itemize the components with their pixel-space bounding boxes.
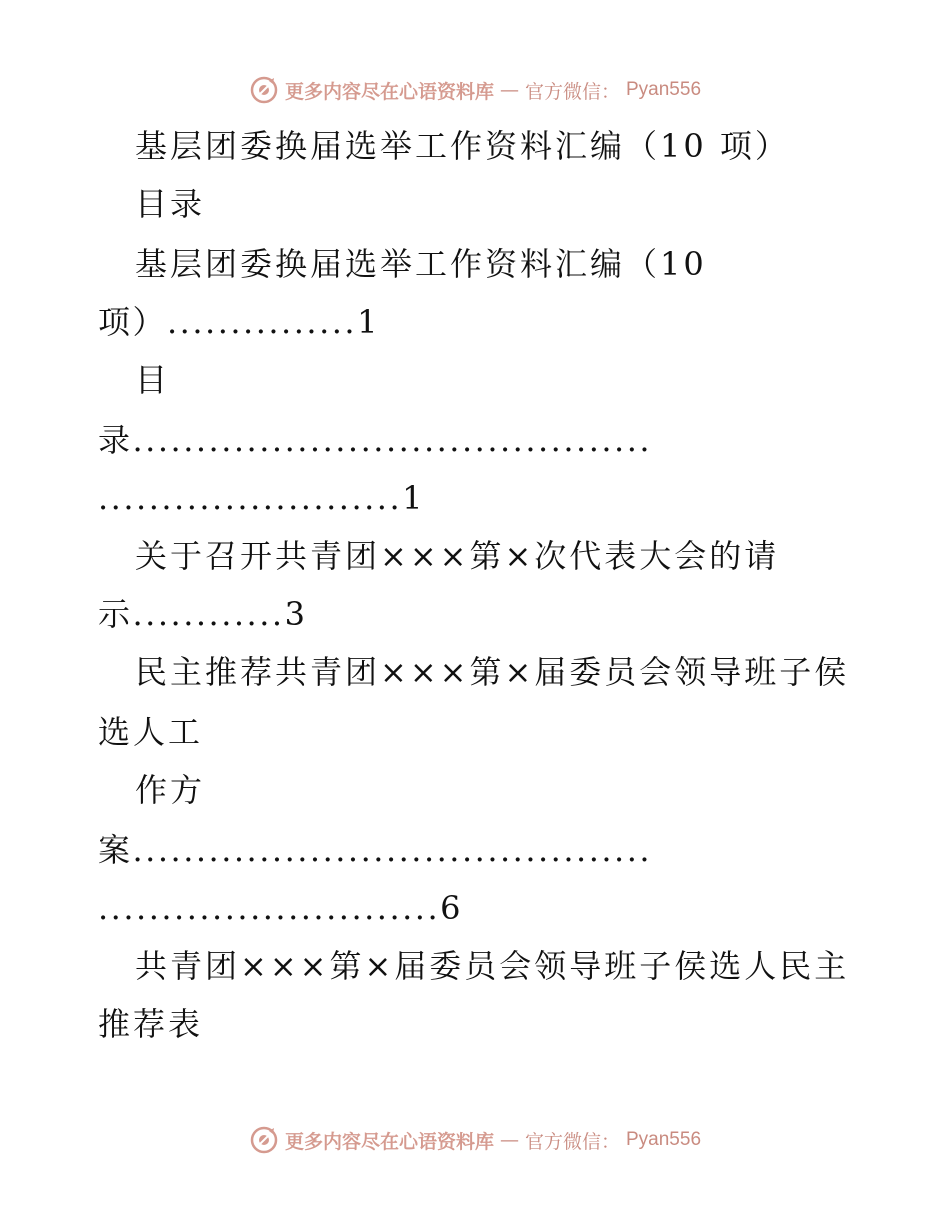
toc-entry-title-part1: 基层团委换届选举工作资料汇编（10 (135, 245, 707, 283)
watermark-wechat-id: Pyan556 (626, 1129, 702, 1150)
watermark-wechat-id: Pyan556 (626, 79, 702, 100)
toc-entry-plan-part2: 选人工 (98, 713, 204, 751)
pen-seal-icon (249, 75, 279, 105)
footer-watermark (0, 1120, 950, 1160)
toc-entry-plan-part4: 案......................................... (98, 831, 653, 869)
toc-heading: 目录 (135, 185, 206, 223)
document-title: 基层团委换届选举工作资料汇编（10 项） (135, 127, 790, 165)
watermark-official-label: 官方微信： (524, 80, 620, 103)
toc-entry-contents-part3: ........................1 (98, 479, 425, 517)
toc-entry-form-part1: 共青团×××第×届委员会领导班子侯选人民主 (135, 947, 850, 985)
toc-entry-plan-part5: ...........................6 (98, 889, 463, 927)
toc-entry-request-part1: 关于召开共青团×××第×次代表大会的请 (135, 537, 780, 575)
toc-entry-plan-part3: 作方 (135, 771, 206, 809)
watermark-official-label: 官方微信： (524, 1130, 620, 1153)
toc-entry-plan-part1: 民主推荐共青团×××第×届委员会领导班子侯 (135, 653, 850, 691)
toc-entry-request-part2: 示............3 (98, 595, 308, 633)
toc-entry-title-part2: 项）...............1 (98, 303, 380, 341)
toc-entry-contents-part1: 目 (135, 361, 171, 399)
pen-seal-icon (249, 1125, 279, 1155)
toc-entry-form-part2: 推荐表 (98, 1005, 204, 1043)
watermark-dash: — (499, 1129, 519, 1151)
watermark-text: 更多内容尽在心语资料库 (284, 80, 494, 103)
toc-entry-contents-part2: 录......................................... (98, 421, 653, 459)
watermark-text: 更多内容尽在心语资料库 (284, 1130, 494, 1153)
watermark-dash: — (499, 79, 519, 101)
header-watermark (0, 70, 950, 110)
